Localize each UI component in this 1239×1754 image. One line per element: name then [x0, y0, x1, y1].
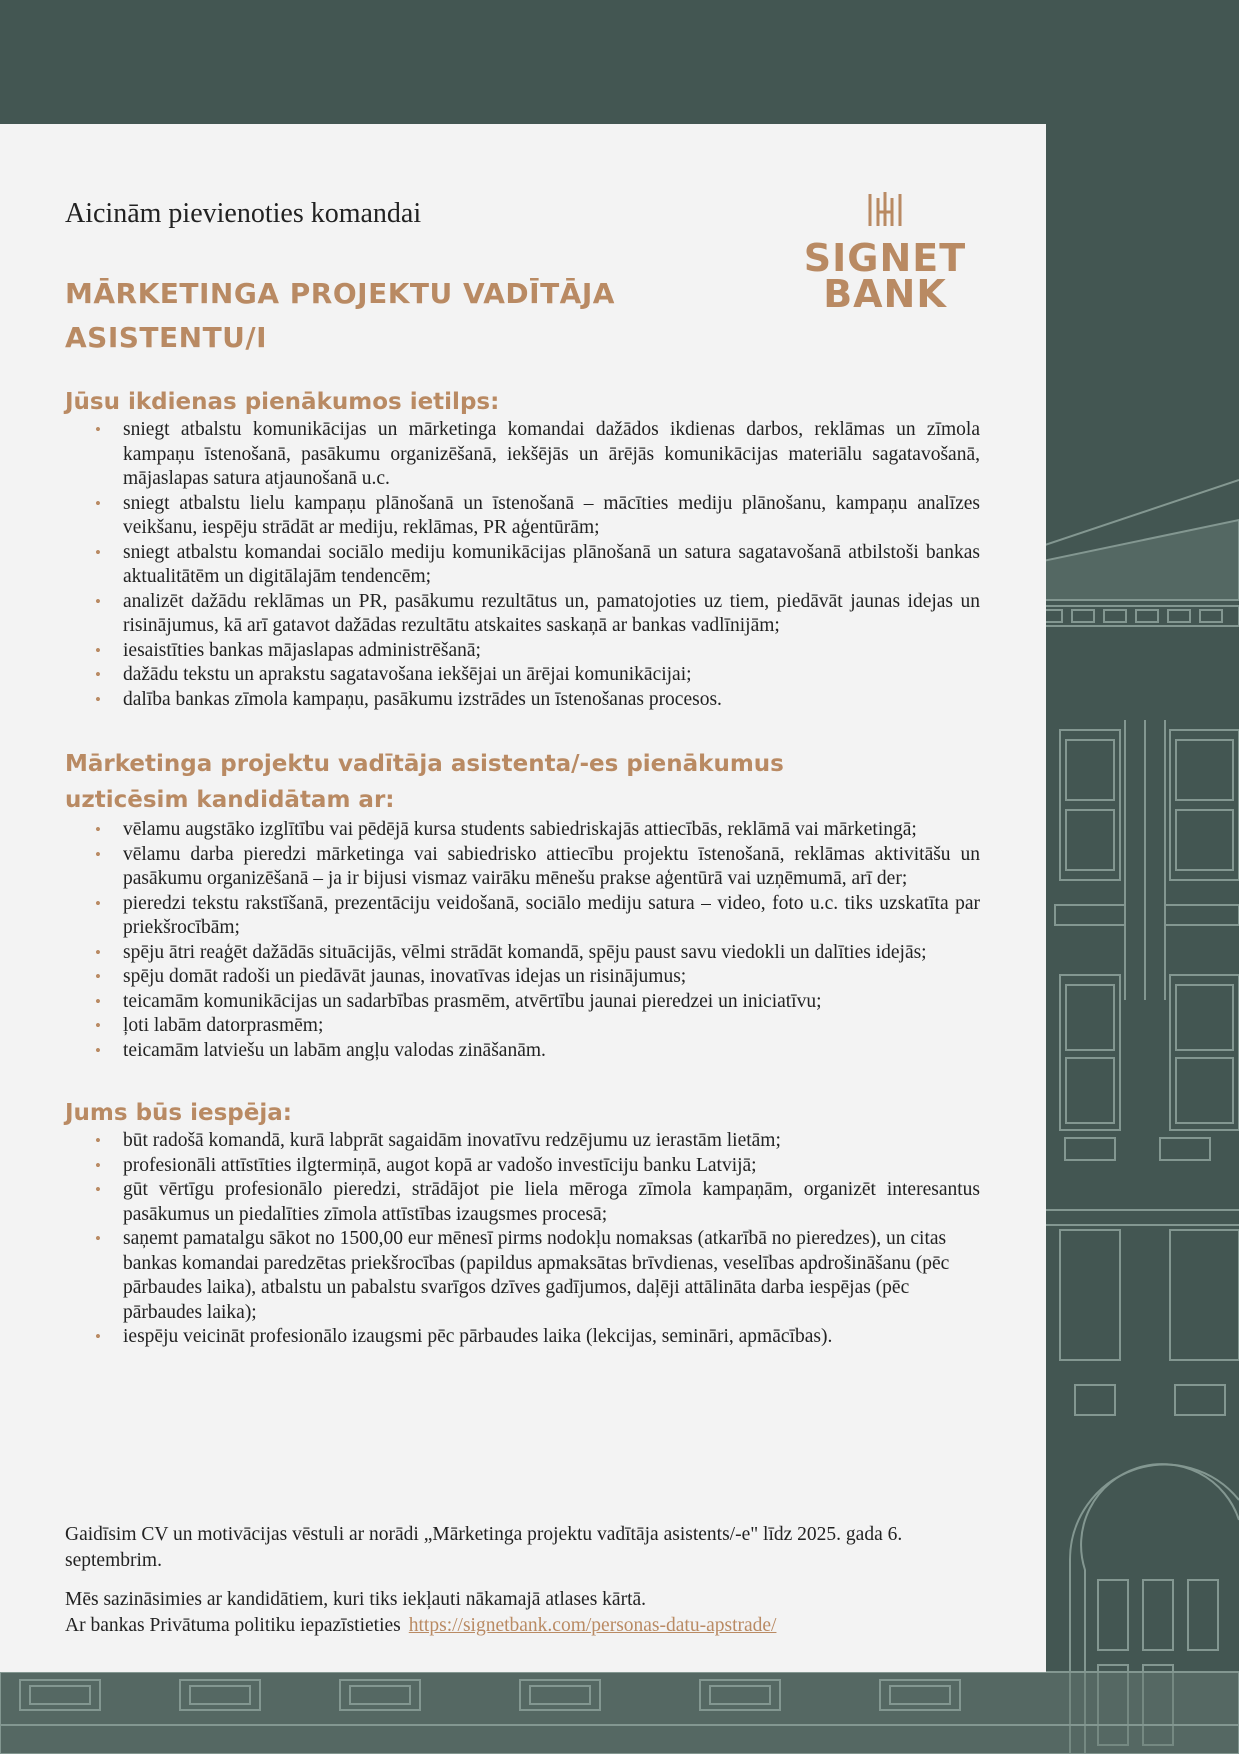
section-requirements [65, 746, 980, 1063]
list-item: • teicamām komunikācijas un sadarbības prasmēm, atvērtību jaunai pieredzei un iniciatīvu; [123, 990, 980, 1015]
list-item: • vēlamu augstāko izglītību vai pēdējā kursa students sabiedriskajās attiecībās, reklāmā vai mārketingā; [123, 818, 980, 843]
job-content [65, 386, 980, 1384]
section-heading: Jūsu ikdienas pienākumos ietilps: [65, 389, 500, 415]
list-item: • analizēt dažādu reklāmas un PR, pasākumu rezultātus un, pamatojoties uz tiem, piedāvāt jaunas idejas un risinājumus, kā arī gatavot dažādas rezultātu atskaites saskaņā ar bankas vadlīnijām; [123, 590, 980, 639]
list-item: • vēlamu darba pieredzi mārketinga vai sabiedrisko attiecību projektu īstenošanā, reklāmas aktivitāšu un pasākumu organizēšanā – ja ir bijusi vismaz vairāku mēnešu prakse aģentūrā vai uzņēmumā, arī der; [123, 843, 980, 892]
job-title: MĀRKETINGA PROJEKTU VADĪTĀJA ASISTENTU/I [65, 277, 615, 354]
list-item: • profesionāli attīstīties ilgtermiņā, augot kopā ar vadošo investīciju banku Latvijā; [123, 1154, 980, 1179]
section-opportunities [65, 1097, 980, 1350]
privacy-text: Ar bankas Privātuma politiku iepazīstieties [65, 1614, 401, 1636]
list-item: • sniegt atbalstu komunikācijas un mārketinga komandai dažādos ikdienas darbos, reklāmas un zīmola kampaņu īstenošanā, pasākumu organizēšanā, iekšējās un ārējās komunikācijas materiālu sagatavošanā, mājaslapas satura atjaunošanā u.c. [123, 418, 980, 492]
intro-text: Aicinām pievienoties komandai [65, 198, 422, 229]
requirements-list [65, 818, 980, 1063]
section-heading: Mārketinga projektu vadītāja asistenta/-es pienākumus uzticēsim kandidātam ar: [65, 751, 784, 813]
list-item: • sniegt atbalstu lielu kampaņu plānošanā un īstenošanā – mācīties mediju plānošanu, kampaņu analīzes veikšanu, iespēju strādāt ar mediju, reklāmas, PR aģentūrām; [123, 492, 980, 541]
responsibilities-list [65, 418, 980, 712]
logo-mark-icon [865, 190, 905, 230]
logo-line-1: SIGNET [803, 236, 967, 280]
list-item: • dalība bankas zīmola kampaņu, pasākumu izstrādes un īstenošanas procesos. [123, 688, 980, 713]
signet-bank-logo [790, 190, 980, 316]
job-posting-sheet [0, 124, 1046, 1672]
list-item: • ļoti labām datorprasmēm; [123, 1014, 980, 1039]
list-item: • dažādu tekstu un aprakstu sagatavošana iekšējai un ārējai komunikācijai; [123, 663, 980, 688]
application-notes [65, 1522, 990, 1638]
list-item: • iespēju veicināt profesionālo izaugsmi pēc pārbaudes laika (lekcijas, semināri, apmācības). [123, 1325, 980, 1350]
deadline-text: Gaidīsim CV un motivācijas vēstuli ar norādi „Mārketinga projektu vadītāja asistents/-e" līdz 2025. gada 6. septembrim. [65, 1524, 903, 1571]
contact-block [65, 1587, 990, 1638]
list-item: • spēju ātri reaģēt dažādās situācijās, vēlmi strādāt komandā, spēju paust savu viedokli un dalīties idejās; [123, 941, 980, 966]
list-item: • sniegt atbalstu komandai sociālo mediju komunikācijas plānošanā un satura sagatavošanā atbilstoši bankas aktualitātēm un digitālajām tendencēm; [123, 541, 980, 590]
list-item: • būt radošā komandā, kurā labprāt sagaidām inovatīvu redzējumu uz ierastām lietām; [123, 1129, 980, 1154]
privacy-policy-link[interactable]: https://signetbank.com/personas-datu-apstrade/ [408, 1614, 777, 1636]
list-item: • teicamām latviešu un labām angļu valodas zināšanām. [123, 1039, 980, 1064]
list-item: • saņemt pamatalgu sākot no 1500,00 eur mēnesī pirms nodokļu nomaksas (atkarībā no pieredzes), un citas bankas komandai paredzētas priekšrocības (papildus apmaksātas brīvdienas, veselības apdrošināšanu (pēc pārbaudes laika), atbalstu un pabalstu svarīgos dzīves gadījumos, daļēji attālināta darba iespējas (pēc pārbaudes laika); [123, 1227, 980, 1325]
opportunities-list [65, 1129, 980, 1350]
list-item: • pieredzi tekstu rakstīšanā, prezentāciju veidošanā, sociālo mediju satura – video, foto u.c. tiks uzskatīta par priekšrocībām; [123, 892, 980, 941]
list-item: • spēju domāt radoši un piedāvāt jaunas, inovatīvas idejas un risinājumus; [123, 965, 980, 990]
list-item: • gūt vērtīgu profesionālo pieredzi, strādājot pie liela mēroga zīmola kampaņām, organizēt interesantus pasākumus un piedalīties zīmola attīstības izaugsmes procesā; [123, 1178, 980, 1227]
section-heading: Jums būs iespēja: [65, 1100, 292, 1126]
list-item: • iesaistīties bankas mājaslapas administrēšanā; [123, 639, 980, 664]
section-responsibilities [65, 386, 980, 712]
logo-line-2: BANK [823, 272, 947, 316]
contact-text: Mēs sazināsimies ar kandidātiem, kuri tiks iekļauti nākamajā atlases kārtā. [65, 1589, 647, 1610]
